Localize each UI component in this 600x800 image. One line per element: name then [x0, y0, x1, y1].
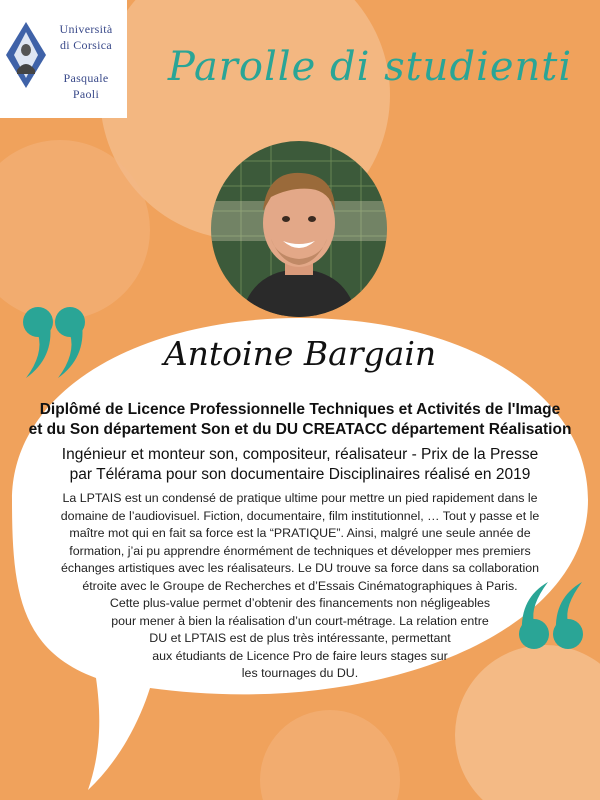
- logo-text-paoli: Paoli: [72, 87, 100, 101]
- roles-line: Ingénieur et monteur son, compositeur, réalisateur - Prix de la Presse: [61, 446, 539, 463]
- portrait-image: [211, 141, 387, 317]
- student-name: Antoine Bargain: [163, 334, 437, 373]
- diploma-line: et du Son département Son et du DU CREATACC département Réalisation: [28, 421, 572, 438]
- testimonial-line: échanges artistiques avec les réalisateurs. Le DU trouve sa force dans sa collaboration: [61, 561, 539, 575]
- roles-line: par Télérama pour son documentaire Disciplinaires réalisé en 2019: [69, 466, 531, 483]
- testimonial-text: [10, 490, 590, 683]
- opening-quote-icon: [20, 300, 90, 390]
- university-logo[interactable]: [0, 0, 127, 118]
- testimonial-line: les tournages du DU.: [241, 666, 359, 680]
- university-emblem-icon: [4, 20, 48, 90]
- logo-text-universita: Università: [59, 22, 113, 36]
- logo-text-pasquale: Pasquale: [63, 71, 109, 85]
- testimonial-line: aux étudiants de Licence Pro de faire leurs stages sur: [152, 648, 448, 663]
- testimonial-line: domaine de l’audiovisuel. Fiction, documentaire, film institutionnel, … Tout y passe et le: [60, 508, 540, 523]
- testimonial-line: Cette plus-value permet d’obtenir des financements non négligeables: [109, 596, 491, 610]
- page-title: Parolle di studienti: [167, 44, 573, 90]
- student-portrait: [211, 141, 387, 317]
- testimonial-line: étroite avec le Groupe de Recherches et d’Essais Cinématographiques à Paris.: [82, 578, 518, 593]
- testimonial-line: maître mot qui en fait sa force est la “PRATIQUE”. Ainsi, malgré une seule année de: [69, 526, 531, 540]
- roles-description: [20, 445, 580, 485]
- bg-circle-bottom: [260, 710, 400, 800]
- logo-text-di-corsica: di Corsica: [60, 38, 112, 52]
- testimonial-line: DU et LPTAIS est de plus très intéressante, permettant: [149, 631, 451, 645]
- diploma-line: Diplômé de Licence Professionnelle Techniques et Activités de l'Image: [39, 401, 561, 418]
- testimonial-line: La LPTAIS est un condensé de pratique ultime pour mettre un pied rapidement dans le: [62, 491, 538, 505]
- testimonial-line: pour mener à bien la réalisation d’un court-métrage. La relation entre: [111, 613, 489, 628]
- testimonial-line: formation, j’ai pu apprendre énormément de techniques et développer mes premiers: [69, 543, 531, 558]
- diploma-description: [20, 400, 580, 440]
